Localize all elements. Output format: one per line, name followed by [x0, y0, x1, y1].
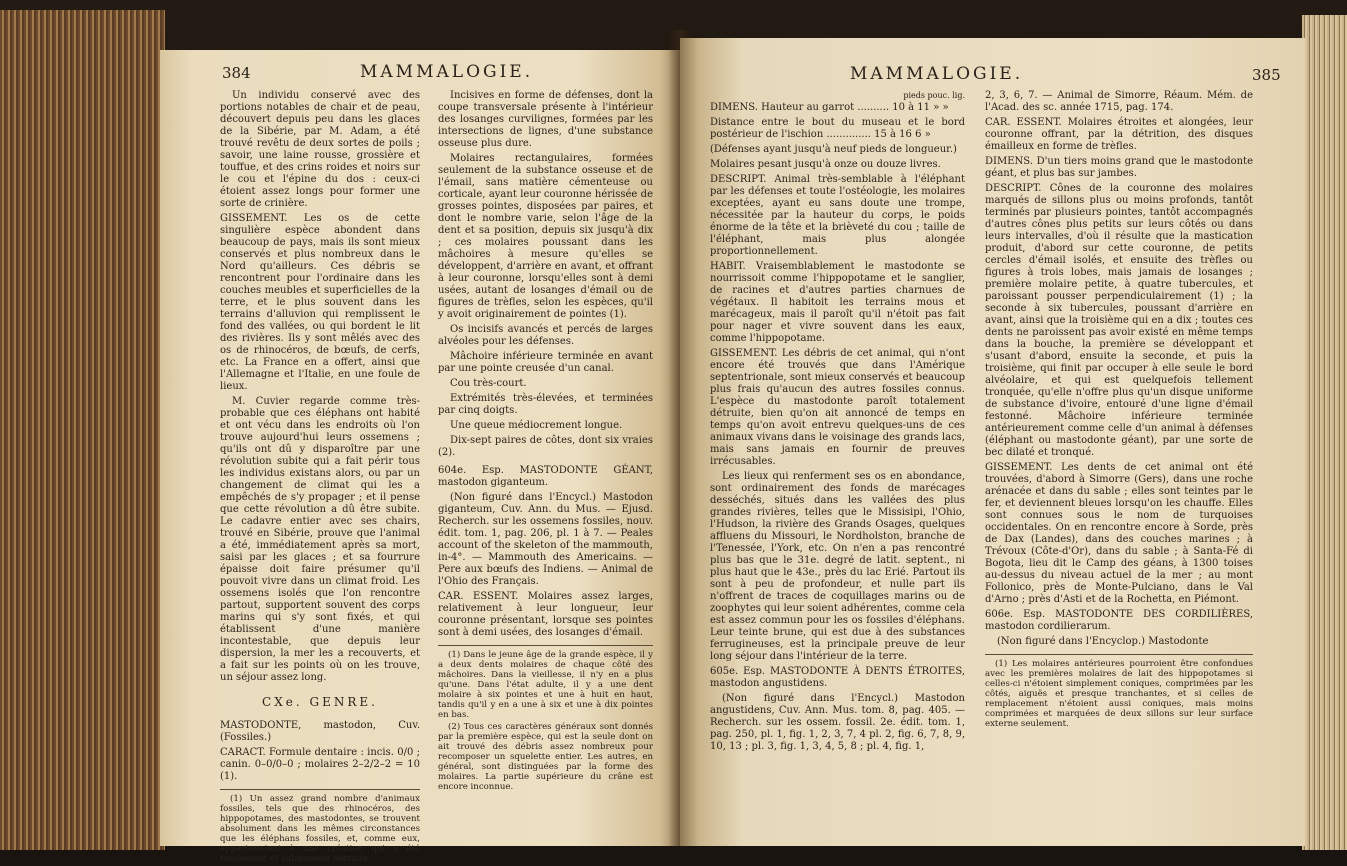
species-characters: CAR. ESSENT. Molaires assez larges, relativement à leur longueur, leur couronne présentant, lorsque ses pointes sont à demi usées, des losanges d'émail. — [438, 591, 653, 638]
dimension-line: DIMENS. Hauteur au garrot .......... 10 à 11 » » — [710, 102, 949, 113]
species-references: (Non figuré dans l'Encycl.) Mastodon angustidens, Cuv. Ann. Mus. tom. 8, pag. 405. — Recherch. sur les ossem. fossil. 2e. édit. tom. 1, pag. 250, pl. 1, fig. 1, 2, 3, 7, 4 pl. 2, fig. 6, 7, 8, 9, 10, 13 ; pl. 3, fig. 1, 3, 4, 5, 8 ; pl. 4, fig. 1, — [710, 693, 965, 752]
paragraph: Un individu conservé avec des portions notables de chair et de peau, découvert depuis peu dans les glaces de la Sibérie, par M. Adam, a été trouvé revêtu de deux sortes de poils ; savoir, une laine rousse, grossière et touffue, et des crins roides et noirs sur le cou et l'épine du dos : ceux-ci étoient assez longs pour former une sorte de crinière. — [220, 90, 420, 209]
right-page — [680, 38, 1305, 846]
paragraph: Incisives en forme de défenses, dont la coupe transversale présente à l'intérieur des losanges curvilignes, formées par les intersections de lignes, d'une substance osseuse plus dure. — [438, 90, 653, 149]
page-number: 384 — [222, 64, 251, 82]
paragraph: HABIT. Vraisemblablement le mastodonte se nourrissoit comme l'hippopotame et le sanglier, de racines et d'autres parties charnues de végétaux. Il habitoit les terrains mous et marécageux, mais il paroît qu'il n'étoit pas fait pour nager et vivre souvent dans les eaux, comme l'hippopotame. — [710, 261, 965, 344]
dimension-units: pieds pouc. lig. — [903, 91, 965, 100]
genus-title: MASTODONTE, mastodon, Cuv. (Fossiles.) — [220, 720, 420, 743]
footnote-text: (2) Tous ces caractères généraux sont donnés par la première espèce, qui est la seule dont on ait trouvé des débris assez nombreux pour recomposer un squelette entier. Les autres, en général, sont distinguées par la forme des molaires. La partie supérieure du crâne est encore inconnue. — [438, 722, 653, 792]
column-1 — [220, 90, 420, 866]
book-page-edges-right — [1302, 15, 1347, 850]
paragraph: 2, 3, 6, 7. — Animal de Simorre, Réaum. Mém. de l'Acad. des sc. année 1715, pag. 174. — [985, 90, 1253, 113]
species-references: (Non figuré dans l'Encyclop.) Mastodonte — [997, 636, 1209, 647]
left-page — [160, 50, 680, 864]
paragraph: Molaires rectangulaires, formées seulement de la substance osseuse et de l'émail, sans matière cémenteuse ou corticale, ayant leur couronne hérissée de grosses pointes, disposées par paires, et dont le nombre varie, selon l'âge de la dent et sa position, depuis six jusqu'à dix ; ces molaires poussant dans les mâchoires à mesure qu'elles se développent, d'arrière en avant, et offrant à leur couronne, lorsqu'elles sont à demi usées, autant de losanges d'émail ou de figures de trèfles, selon les espèces, qu'il y avoit originairement de pointes (1). — [438, 153, 653, 320]
dental-formula: CARACT. Formule dentaire : incis. 0/0 ; canin. 0–0/0–0 ; molaires 2–2/2–2 = 10 (1). — [220, 747, 420, 782]
paragraph: Une queue médiocrement longue. — [450, 420, 623, 431]
paragraph: GISSEMENT. Les dents de cet animal ont été trouvées, d'abord à Simorre (Gers), dans une roche arénacée et dans du sable ; elles sont teintes par le fer, et deviennent bleues lorsqu'on les chauffe. Elles sont connues sous le nom de turquoises occidentales. On en rencontre encore à Sorde, près de Dax (Landes), dans des couches marines ; à Trévoux (Côte-d'Or), dans du sable ; à Santa-Fé di Bogota, lieu dit le Camp des géans, à 1300 toises au-dessus du niveau actuel de la mer ; au mont Follonico, près de Monte-Pulciano, dans le Val d'Arno ; près d'Asti et de la Rochetta, en Piémont. — [985, 462, 1253, 605]
column-2 — [438, 90, 653, 794]
paragraph: DESCRIPT. Animal très-semblable à l'éléphant par les défenses et toute l'ostéologie, les molaires exceptées, ayant eu sans doute une trompe, nécessitée par la hauteur du corps, le poids énorme de la tête et la brièveté du cou ; taille de l'éléphant, mais plus alongée proportionnellement. — [710, 174, 965, 257]
footnotes — [438, 645, 653, 792]
paragraph: Cou très-court. — [450, 378, 527, 389]
paragraph: Os incisifs avancés et percés de larges alvéoles pour les défenses. — [438, 324, 653, 347]
dimension-line: Distance entre le bout du museau et le bord postérieur de l'ischion .............. 15 à 16 6 » — [710, 117, 965, 140]
footnote-text: (1) Les molaires antérieures pourroient être confondues avec les premières molaires de lait des hippopotames si celles-ci n'étoient simplement coniques, comprimées par les côtés, aiguës et presque tranchantes, et si celles de remplacement n'étoient aussi coniques, mais moins comprimées et marquées de deux sillons sur leur surface externe seulement. — [985, 659, 1253, 729]
paragraph: M. Cuvier regarde comme très-probable que ces éléphans ont habité et ont vécu dans les endroits où l'on trouve aujourd'hui leurs ossemens ; qu'ils ont dû y disparoître par une révolution subite qui a fait périr tous les individus existans alors, ou par un changement de climat qui les a empêchés de s'y propager ; et il pense que cette révolution a dû être subite. Le cadavre entier avec ses chairs, trouvé en Sibérie, prouve que l'animal a été, immédiatement après sa mort, saisi par les glaces ; et sa fourrure épaisse doit faire présumer qu'il pouvoit vivre dans un climat froid. Les ossemens isolés que l'on rencontre partout, supportent souvent des corps marins qui s'y sont fixés, et qui établissent d'une manière incontestable, que depuis leur dispersion, la mer les a recouverts, et a fait sur les points où on les trouve, un séjour assez long. — [220, 396, 420, 683]
genre-heading: CXe. GENRE. — [262, 695, 378, 709]
column-3 — [710, 90, 965, 756]
species-references: (Non figuré dans l'Encycl.) Mastodon giganteum, Cuv. Ann. du Mus. — Ejusd. Recherch. sur les ossemens fossiles, nouv. édit. tom. 1, pag. 206, pl. 1 à 7. — Peales account of the skeleton of the mammouth, in-4°. — Mammouth des Americains. — Pere aux bœufs des Indiens. — Animal de l'Ohio des Français. — [438, 492, 653, 587]
paragraph: CAR. ESSENT. Molaires étroites et alongées, leur couronne offrant, par la détrition, des disques émailleux en forme de trèfles. — [985, 117, 1253, 152]
species-heading: 604e. Esp. MASTODONTE GÉANT, mastodon giganteum. — [438, 465, 653, 488]
running-header: MAMMALOGIE. — [360, 62, 534, 82]
footnote-text: (1) Dans le jeune âge de la grande espèce, il y a deux dents molaires de chaque côté des mâchoires. Dans la vieillesse, il n'y en a plus qu'une. Dans l'état adulte, il y a une dent molaire à six pointes et une à huit en haut, tandis qu'il y en a une à six et une à dix pointes en bas. — [438, 650, 653, 720]
paragraph: Extrémités très-élevées, et terminées par cinq doigts. — [438, 393, 653, 416]
species-heading: 605e. Esp. MASTODONTE À DENTS ÉTROITES, mastodon angustidens. — [710, 666, 965, 689]
paragraph: GISSEMENT. Les débris de cet animal, qui n'ont encore été trouvés que dans l'Amérique septentrionale, sont mieux conservés et beaucoup plus frais qu'aucun des autres fossiles connus. L'espèce du mastodonte paroît totalement détruite, bien qu'on ait annoncé de temps en temps qu'on avoit entrevu quelques-uns de ces animaux vivans dans le voisinage des grands lacs, mais sans jamais en fournir de preuves irrécusables. — [710, 348, 965, 467]
running-header: MAMMALOGIE. — [850, 64, 1024, 84]
footnote-text: (1) Un assez grand nombre d'animaux fossiles, tels que des rhinocéros, des hippopotames, des mastodontes, se trouvent absolument dans les mêmes circonstances que les éléphans fossiles, et, comme eux, appartenoient à une création qui a été totalement et subitement détruite. — [220, 794, 420, 864]
footnote — [985, 654, 1253, 729]
dimension-line: Molaires pesant jusqu'à onze ou douze livres. — [710, 159, 941, 170]
column-4 — [985, 90, 1253, 731]
paragraph: DIMENS. D'un tiers moins grand que le mastodonte géant, et plus bas sur jambes. — [985, 156, 1253, 179]
paragraph: Mâchoire inférieure terminée en avant par une pointe creusée d'un canal. — [438, 351, 653, 374]
book-page-edges-left — [0, 10, 165, 850]
paragraph: GISSEMENT. Les os de cette singulière espèce abondent dans beaucoup de pays, mais ils sont mieux conservés et plus nombreux dans le Nord qu'ailleurs. Ces débris se rencontrent pour l'ordinaire dans les couches meubles et superficielles de la terre, et le plus souvent dans les terrains d'alluvion qui remplissent le fond des vallées, ou qui bordent le lit des rivières. Ils y sont mêlés avec des os de rhinocéros, de bœufs, de cerfs, etc. La France en a offert, ainsi que l'Allemagne et l'Italie, en une foule de lieux. — [220, 213, 420, 392]
paragraph: DESCRIPT. Cônes de la couronne des molaires marqués de sillons plus ou moins profonds, tantôt terminés par plusieurs pointes, tantôt accompagnés d'autres cônes plus petits sur leurs côtés ou dans leurs intervalles, d'où il résulte que la mastication produit, d'abord sur cette couronne, de petits cercles d'émail isolés, et ensuite des trèfles ou figures à trois lobes, mais jamais de losanges ; première molaire petite, à quatre tubercules, et paroissant pousser perpendiculairement (1) ; la seconde à six tubercules, poussant d'arrière en avant, ainsi que la troisième qui en a dix ; toutes ces dents ne paroissent pas avoir existé en même temps dans la bouche, la première se développant et s'usant d'abord, ensuite la seconde, et puis la troisième, qui finit par occuper à elle seule le bord alvéolaire, et qui est quelquefois tellement tronquée, qu'elle n'offre plus qu'un disque uniforme de substance d'ivoire, entouré d'une ligne d'émail festonné. Mâchoire inférieure terminée antérieurement comme celle d'un animal à défenses (éléphant ou mastodonte géant), par une sorte de bec dilaté et tronqué. — [985, 183, 1253, 458]
paragraph: Dix-sept paires de côtes, dont six vraies (2). — [438, 435, 653, 458]
paragraph: Les lieux qui renferment ses os en abondance, sont ordinairement des fonds de marécages desséchés, situés dans les vallées des plus grandes rivières, telles que le Missisipi, l'Ohio, l'Hudson, la rivière des Grands Osages, quelques affluens du Missouri, le Nordholston, branche de l'Tenessée, l'York, etc. On n'en a pas rencontré plus bas que le 31e. degré de latit. septent., ni plus haut que le 43e., près du lac Erié. Partout ils sont à peu de profondeur, et nulle part ils n'offrent de traces de coquillages marins ou de zoophytes qui leur soient adhérentes, comme cela est assez commun pour les os fossiles d'éléphans. Leur teinte brune, qui est due à des substances ferrugineuses, est la principale preuve de leur long séjour dans l'intérieur de la terre. — [710, 471, 965, 662]
dimension-line: (Défenses ayant jusqu'à neuf pieds de longueur.) — [710, 144, 957, 155]
footnote — [220, 789, 420, 864]
page-number: 385 — [1252, 66, 1281, 84]
species-heading: 606e. Esp. MASTODONTE DES CORDILIÈRES, mastodon cordilierarum. — [985, 609, 1253, 632]
